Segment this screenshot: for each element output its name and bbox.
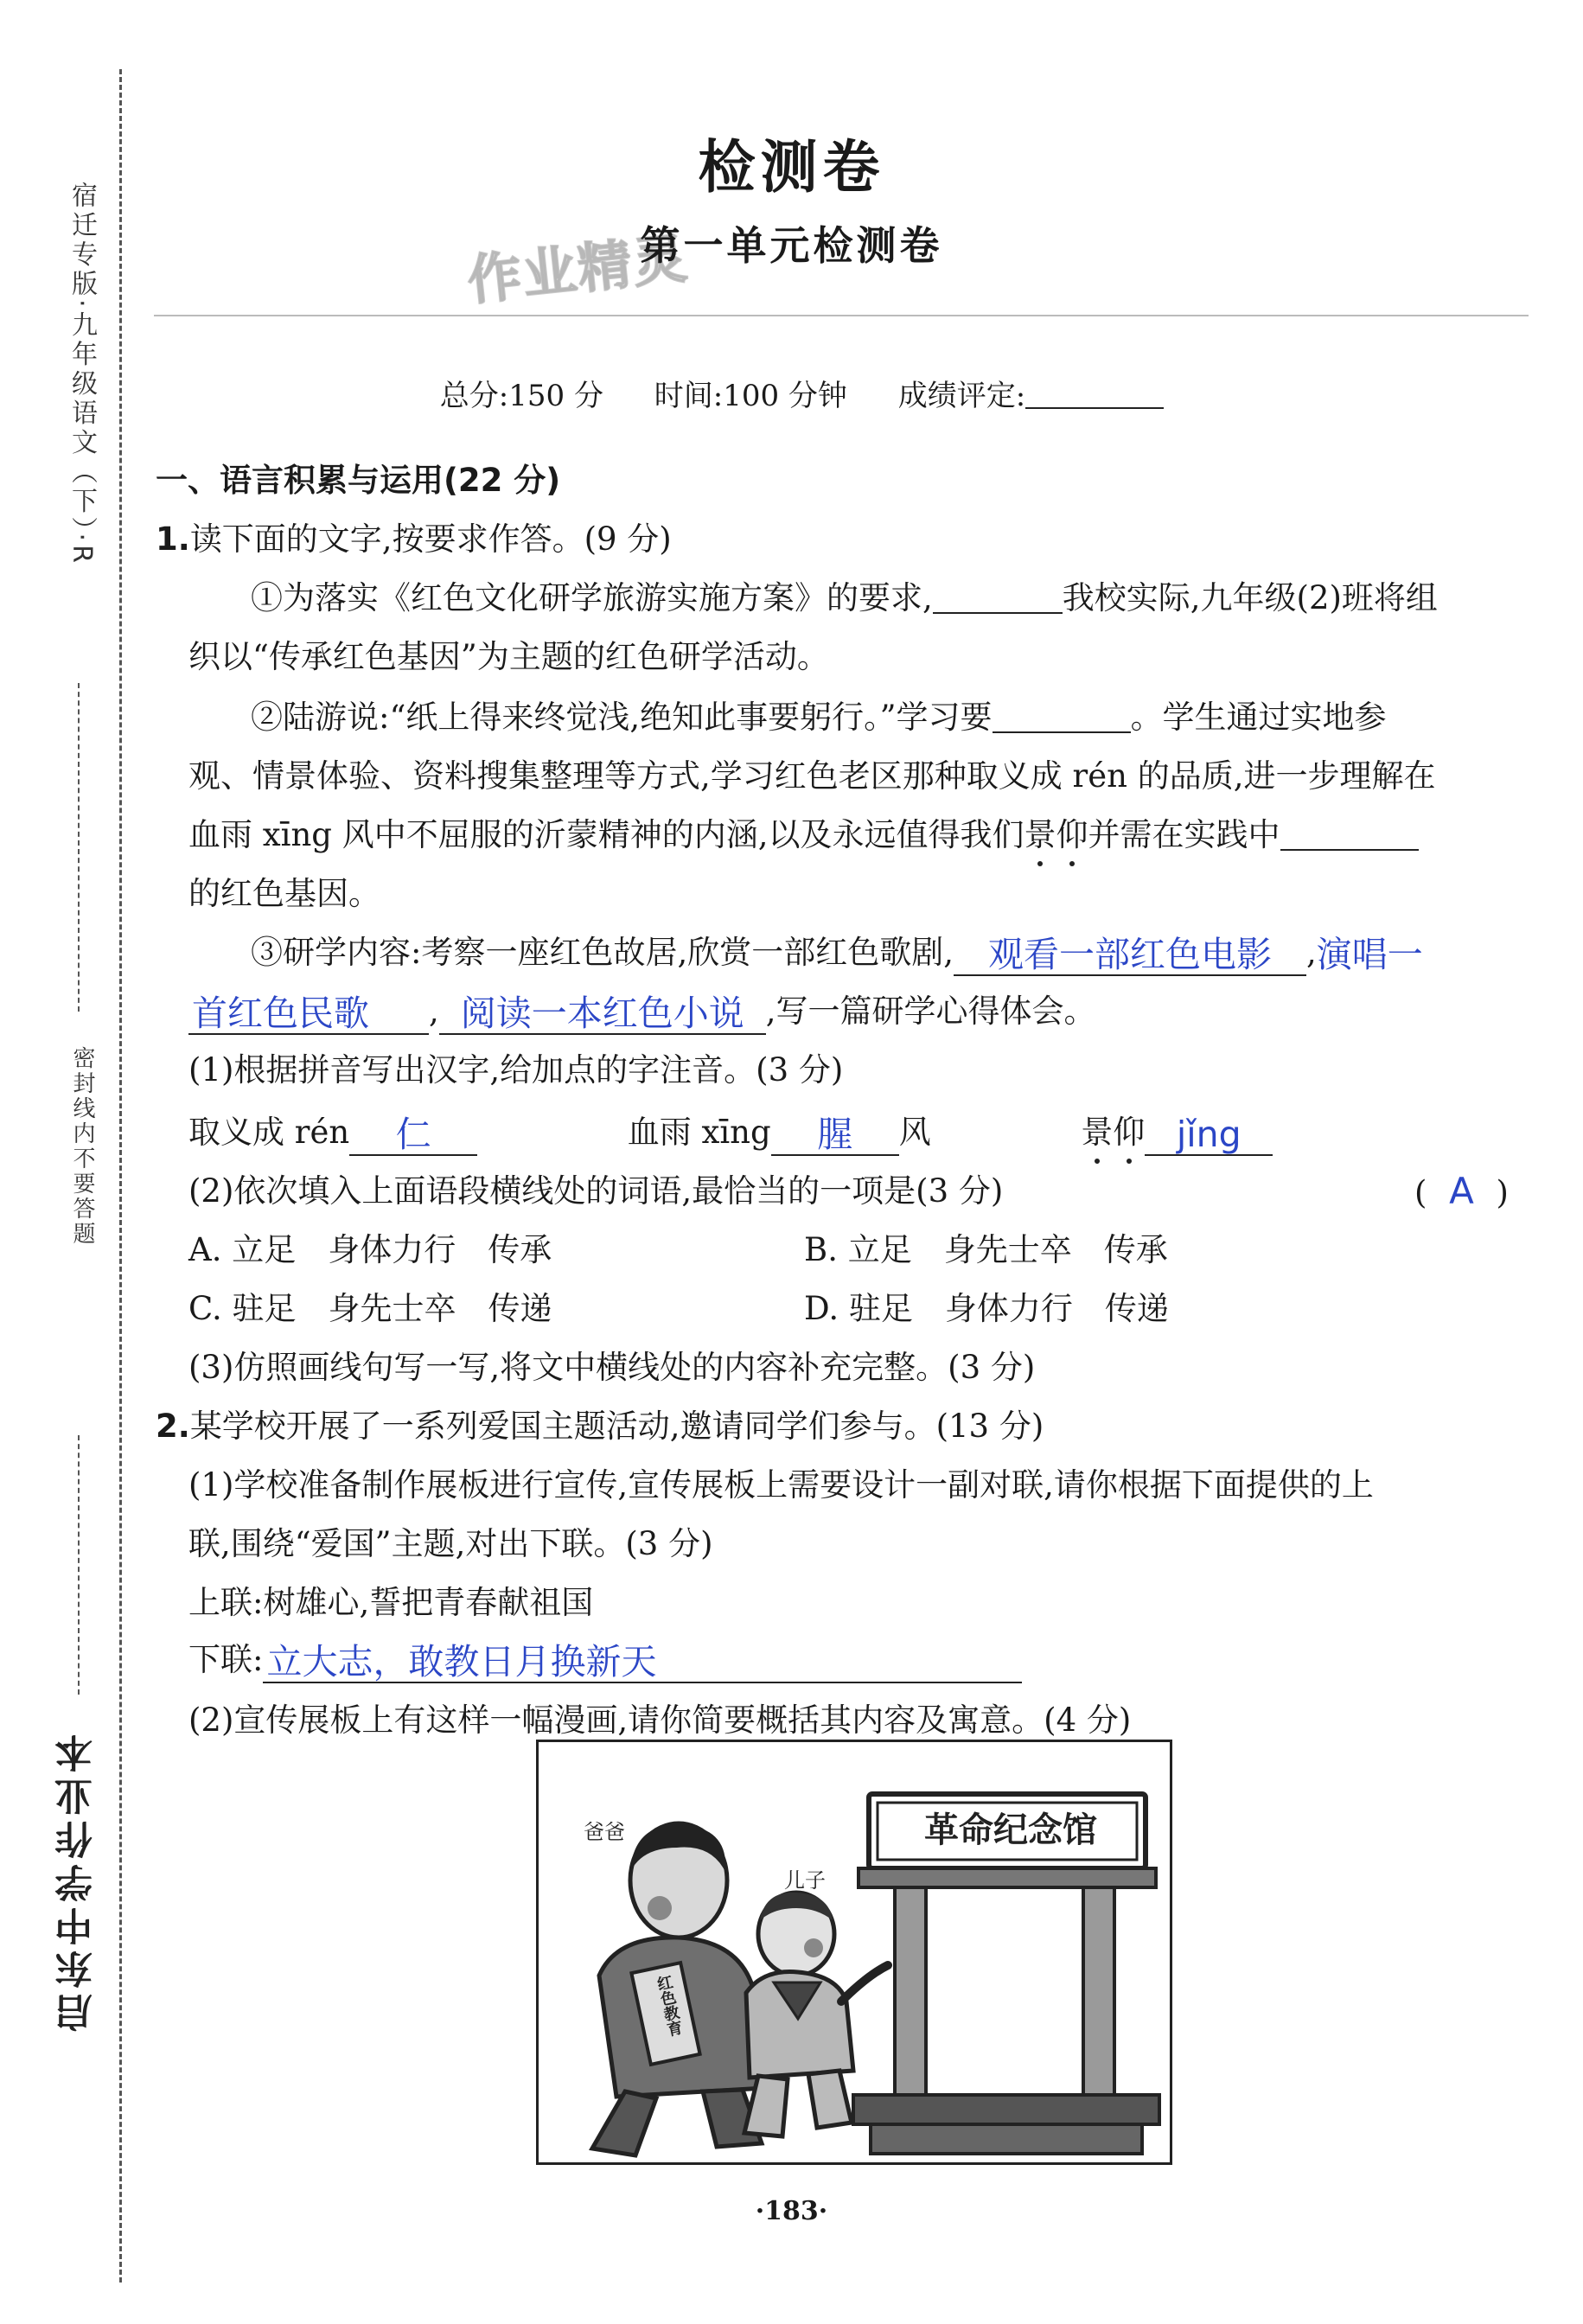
sub1-answer-a[interactable]: 仁 bbox=[349, 1114, 477, 1156]
sub1-dotted-yang: 仰 bbox=[1113, 1112, 1145, 1153]
answer-paren-right: ) bbox=[1496, 1174, 1509, 1211]
q1-p1-text-b: 我校实际,九年级(2)班将组 bbox=[1062, 579, 1438, 616]
sub1-item-b: 血雨 xīng bbox=[627, 1114, 771, 1151]
q1-sub3: (3)仿照画线句写一写,将文中横线处的内容补充完整。(3 分) bbox=[188, 1349, 1036, 1386]
q1-stem bbox=[156, 519, 672, 560]
option-a[interactable]: A. 立足 身体力行 传承 bbox=[188, 1231, 552, 1268]
q2-sub1-line1: (1)学校准备制作展板进行宣传,宣传展板上需要设计一副对联,请你根据下面提供的上 bbox=[188, 1466, 1374, 1504]
q1-p3-answer-2b[interactable]: 首红色民歌 bbox=[188, 993, 429, 1035]
q1-blank-2[interactable] bbox=[993, 700, 1131, 733]
q1-p3-answer-3[interactable]: 阅读一本红色小说 bbox=[439, 993, 766, 1035]
page-title: 检测卷 bbox=[698, 134, 885, 201]
q1-p2-text-d1: 血雨 xīng 风中不屈服的沂蒙精神的内涵,以及永远值得我们 bbox=[188, 816, 1024, 853]
q1-p3-text-d: ,写一篇研学心得体会。 bbox=[765, 993, 1096, 1030]
watermark: 作业精灵 bbox=[464, 226, 692, 313]
brand-label: 启东中学作业本 bbox=[55, 1729, 99, 2032]
sub1-dotted-jing: 景 bbox=[1081, 1112, 1113, 1153]
q1-number: 1. bbox=[156, 520, 190, 558]
book-label: 红色教育 bbox=[653, 1973, 685, 2039]
sub1-item-b-tail: 风 bbox=[898, 1114, 931, 1151]
q1-p2-text-b: 。学生通过实地参 bbox=[1130, 699, 1387, 736]
q1-p2-text-a: ②陆游说:“纸上得来终觉浅,绝知此事要躬行。”学习要 bbox=[251, 699, 993, 736]
grade-blank[interactable] bbox=[1025, 381, 1164, 409]
q1-p3-answer-2a[interactable]: 演唱一 bbox=[1316, 934, 1423, 975]
q1-p1-text-a: ①为落实《红色文化研学旅游实施方案》的要求, bbox=[251, 579, 933, 616]
dotted-char-yang: 仰 bbox=[1056, 814, 1088, 856]
sub1-item-a: 取义成 rén bbox=[188, 1114, 350, 1151]
q1-sub2: (2)依次填入上面语段横线处的词语,最恰当的一项是(3 分) bbox=[188, 1172, 1004, 1210]
q1-p3-line2 bbox=[188, 991, 1096, 1035]
seal-dash-top bbox=[78, 683, 80, 1012]
q2-sub2: (2)宣传展板上有这样一幅漫画,请你简要概括其内容及寓意。(4 分) bbox=[188, 1702, 1132, 1739]
time-limit: 时间:100 分钟 bbox=[654, 379, 847, 413]
q1-p3-text-a: ③研学内容:考察一座红色故居,欣赏一部红色歌剧, bbox=[251, 934, 954, 971]
q1-p2-line4: 的红色基因。 bbox=[188, 875, 380, 912]
q1-blank-1[interactable] bbox=[933, 581, 1063, 614]
son-label: 儿子 bbox=[784, 1868, 826, 1893]
q1-p2-line3 bbox=[188, 814, 1419, 856]
memorial-sign: 革命纪念馆 bbox=[924, 1810, 1097, 1850]
q2-upper-couplet: 上联:树雄心,誓把青春献祖国 bbox=[188, 1584, 594, 1621]
section-title: 一、语言积累与运用(22 分) bbox=[156, 462, 561, 499]
father-label: 爸爸 bbox=[584, 1820, 625, 1844]
unit-title: 第一单元检测卷 bbox=[640, 222, 943, 269]
option-c[interactable]: C. 驻足 身先士卒 传递 bbox=[188, 1290, 552, 1327]
q1-p3-line1 bbox=[251, 932, 1423, 976]
lower-couplet-answer[interactable]: 立大志，敢教日月换新天 bbox=[263, 1642, 1022, 1683]
grade-label: 成绩评定: bbox=[897, 379, 1026, 413]
q1-p3-comma-2: , bbox=[429, 993, 439, 1030]
total-score: 总分:150 分 bbox=[439, 379, 603, 413]
q2-stem-text: 某学校开展了一系列爱国主题活动,邀请同学们参与。(13 分) bbox=[189, 1408, 1044, 1445]
q1-p2-line2: 观、情景体验、资料搜集整理等方式,学习红色老区那种取义成 rén 的品质,进一步理解在 bbox=[188, 757, 1436, 795]
q2-number: 2. bbox=[156, 1408, 190, 1445]
q2-stem bbox=[156, 1406, 1044, 1447]
header-rule bbox=[154, 315, 1529, 316]
answer-paren-left: ( bbox=[1414, 1174, 1427, 1211]
q1-sub1-items bbox=[188, 1112, 1273, 1156]
q1-sub2-answer[interactable]: A bbox=[1449, 1170, 1474, 1212]
seal-notice: 密封线内不要答题 bbox=[69, 1046, 95, 1247]
sub1-answer-c[interactable]: jǐng bbox=[1145, 1114, 1273, 1156]
q1-stem-text: 读下面的文字,按要求作答。(9 分) bbox=[189, 520, 672, 558]
q1-p3-comma-1: , bbox=[1306, 934, 1317, 971]
cartoon-image bbox=[536, 1740, 1172, 2165]
option-b[interactable]: B. 立足 身先士卒 传承 bbox=[804, 1231, 1168, 1268]
q1-p2-text-d2: 并需在实践中 bbox=[1088, 816, 1280, 853]
q2-sub1-line2: 联,围绕“爱国”主题,对出下联。(3 分) bbox=[188, 1525, 713, 1562]
q1-p3-answer-1[interactable]: 观看一部红色电影 bbox=[954, 935, 1306, 976]
q1-p2-line1 bbox=[251, 697, 1387, 738]
q1-sub1: (1)根据拼音写出汉字,给加点的字注音。(3 分) bbox=[188, 1051, 844, 1089]
option-d[interactable]: D. 驻足 身体力行 传递 bbox=[804, 1290, 1169, 1327]
sub1-answer-b[interactable]: 腥 bbox=[771, 1114, 899, 1156]
q1-p1-line1 bbox=[251, 578, 1438, 619]
q2-lower-couplet bbox=[188, 1639, 1022, 1683]
page-number: ·183· bbox=[755, 2196, 828, 2226]
lower-couplet-label: 下联: bbox=[188, 1641, 264, 1678]
q1-sub2-answer-box bbox=[1414, 1171, 1509, 1214]
q1-p1-line2: 织以“传承红色基因”为主题的红色研学活动。 bbox=[188, 638, 829, 675]
series-label: 宿迁专版·九年级语文（下）·R bbox=[67, 182, 97, 566]
q1-blank-3[interactable] bbox=[1280, 818, 1419, 851]
dotted-char-jing: 景 bbox=[1024, 814, 1056, 856]
seal-dash-bottom bbox=[78, 1435, 80, 1695]
exam-meta bbox=[0, 372, 1583, 414]
